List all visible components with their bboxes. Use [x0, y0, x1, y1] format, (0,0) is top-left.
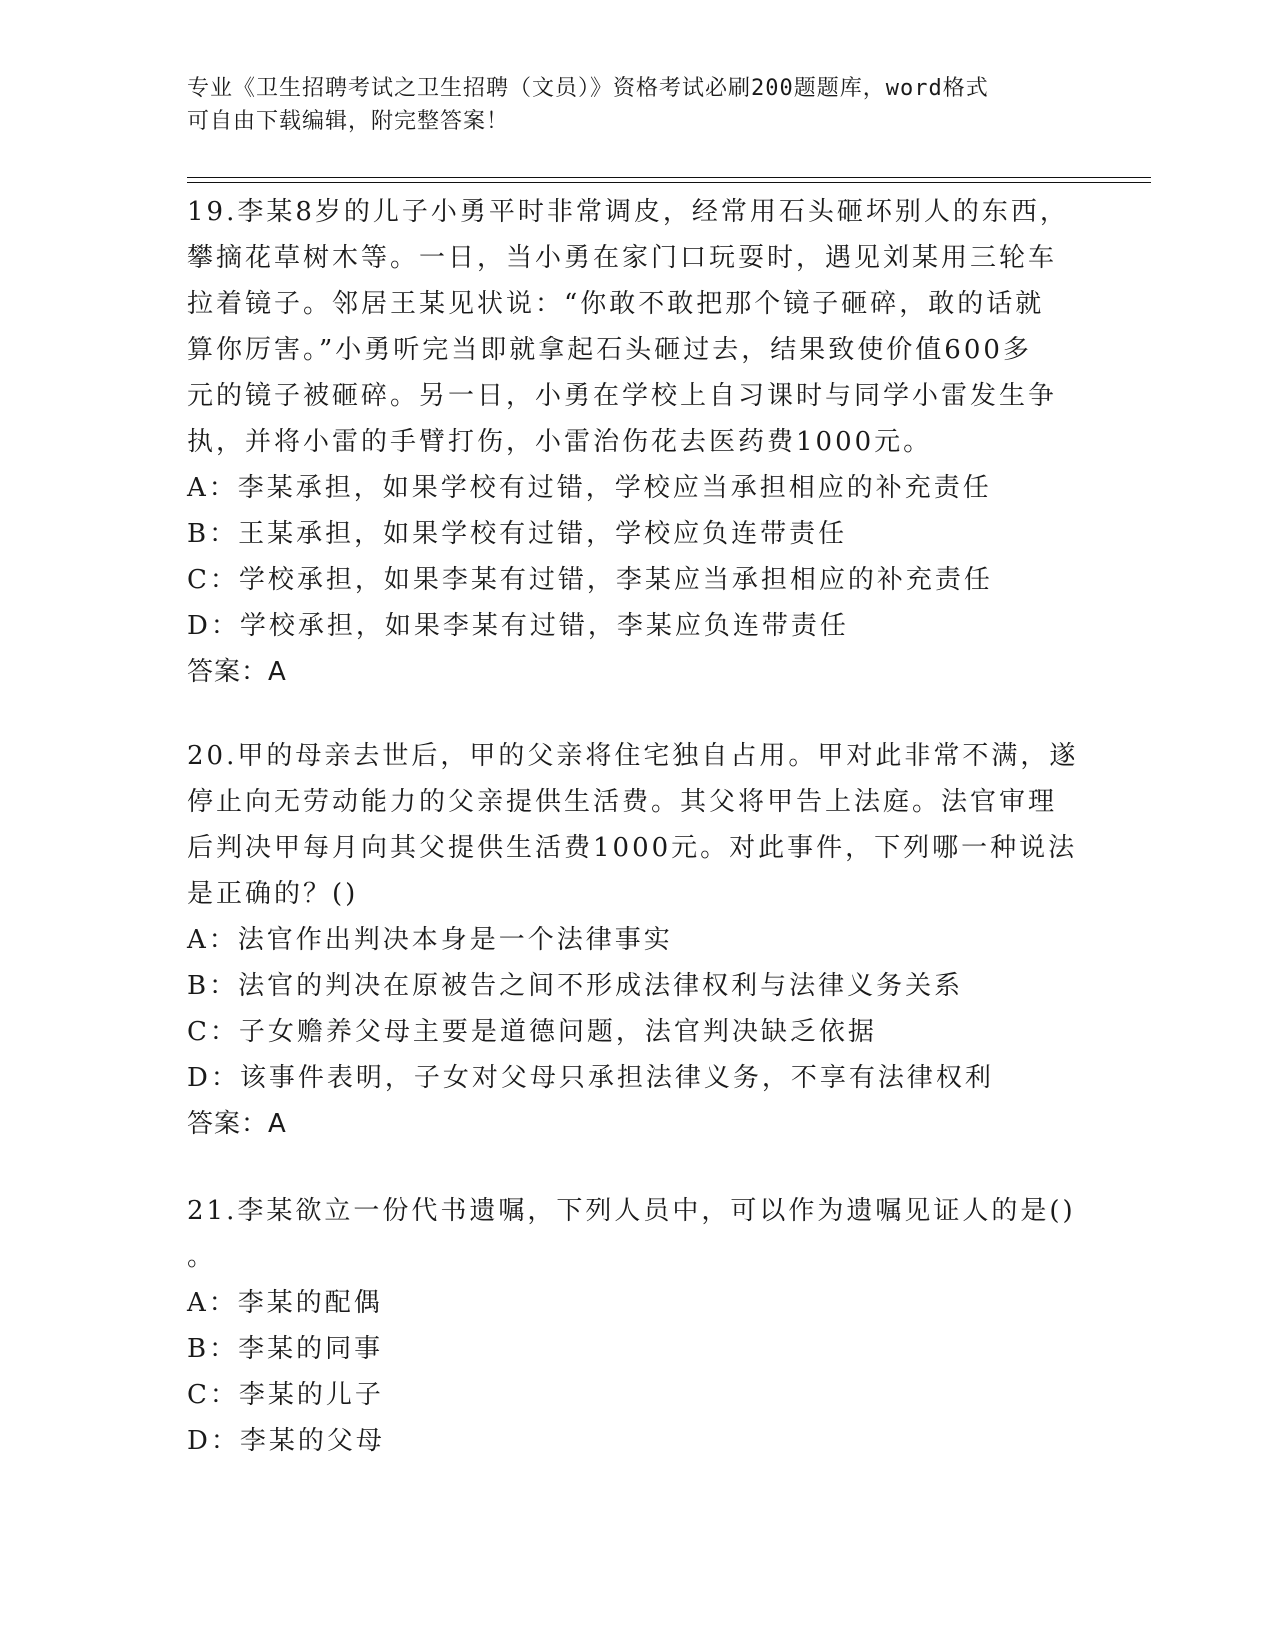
option-a: A：李某承担，如果学校有过错，学校应当承担相应的补充责任 [187, 473, 992, 503]
question-text-line: 算你厉害。”小勇听完当即就拿起石头砸过去，结果致使价值600多 [187, 335, 1032, 365]
header-subtitle-line: 可自由下载编辑，附完整答案！ [187, 109, 510, 134]
option-d: D：该事件表明，子女对父母只承担法律义务，不享有法律权利 [187, 1063, 994, 1093]
option-d: D：学校承担，如果李某有过错，李某应负连带责任 [187, 611, 849, 641]
question-19 [187, 189, 1087, 695]
question-text-line: 执，并将小雷的手臂打伤，小雷治伤花去医药费1000元。 [187, 427, 933, 457]
option-b: B：法官的判决在原被告之间不形成法律权利与法律义务关系 [187, 971, 964, 1001]
option-b: B：王某承担，如果学校有过错，学校应负连带责任 [187, 519, 848, 549]
question-text-line: 元的镜子被砸碎。另一日，小勇在学校上自习课时与同学小雷发生争 [187, 381, 1058, 411]
option-c: C：李某的儿子 [187, 1380, 384, 1410]
header-divider-top [187, 177, 1151, 178]
answer-label: 答案：A [187, 1109, 287, 1139]
option-d: D：李某的父母 [187, 1426, 385, 1456]
header-title-line: 专业《卫生招聘考试之卫生招聘（文员）》资格考试必刷200题题库，word格式 [187, 76, 989, 101]
question-20 [187, 733, 1087, 1147]
option-b: B：李某的同事 [187, 1334, 384, 1364]
document-header [187, 72, 1067, 138]
question-text-line: 是正确的？() [187, 879, 359, 909]
question-text-line: 后判决甲每月向其父提供生活费1000元。对此事件，下列哪一种说法 [187, 833, 1078, 863]
question-text-line: 。 [187, 1242, 217, 1272]
question-21 [187, 1188, 1087, 1464]
question-text-line: 20.甲的母亲去世后，甲的父亲将住宅独自占用。甲对此非常不满，遂 [187, 741, 1079, 771]
option-a: A：法官作出判决本身是一个法律事实 [187, 925, 673, 955]
question-text-line: 21.李某欲立一份代书遗嘱，下列人员中，可以作为遗嘱见证人的是() [187, 1196, 1076, 1226]
question-text-line: 停止向无劳动能力的父亲提供生活费。其父将甲告上法庭。法官审理 [187, 787, 1058, 817]
option-a: A：李某的配偶 [187, 1288, 383, 1318]
answer-label: 答案：A [187, 657, 287, 687]
option-c: C：学校承担，如果李某有过错，李某应当承担相应的补充责任 [187, 565, 993, 595]
question-text-line: 拉着镜子。邻居王某见状说：“你敢不敢把那个镜子砸碎，敢的话就 [187, 289, 1045, 319]
question-text-line: 19.李某8岁的儿子小勇平时非常调皮，经常用石头砸坏别人的东西， [187, 197, 1069, 227]
option-c: C：子女赡养父母主要是道德问题，法官判决缺乏依据 [187, 1017, 877, 1047]
question-text-line: 攀摘花草树木等。一日，当小勇在家门口玩耍时，遇见刘某用三轮车 [187, 243, 1058, 273]
header-divider-bottom [187, 182, 1151, 183]
